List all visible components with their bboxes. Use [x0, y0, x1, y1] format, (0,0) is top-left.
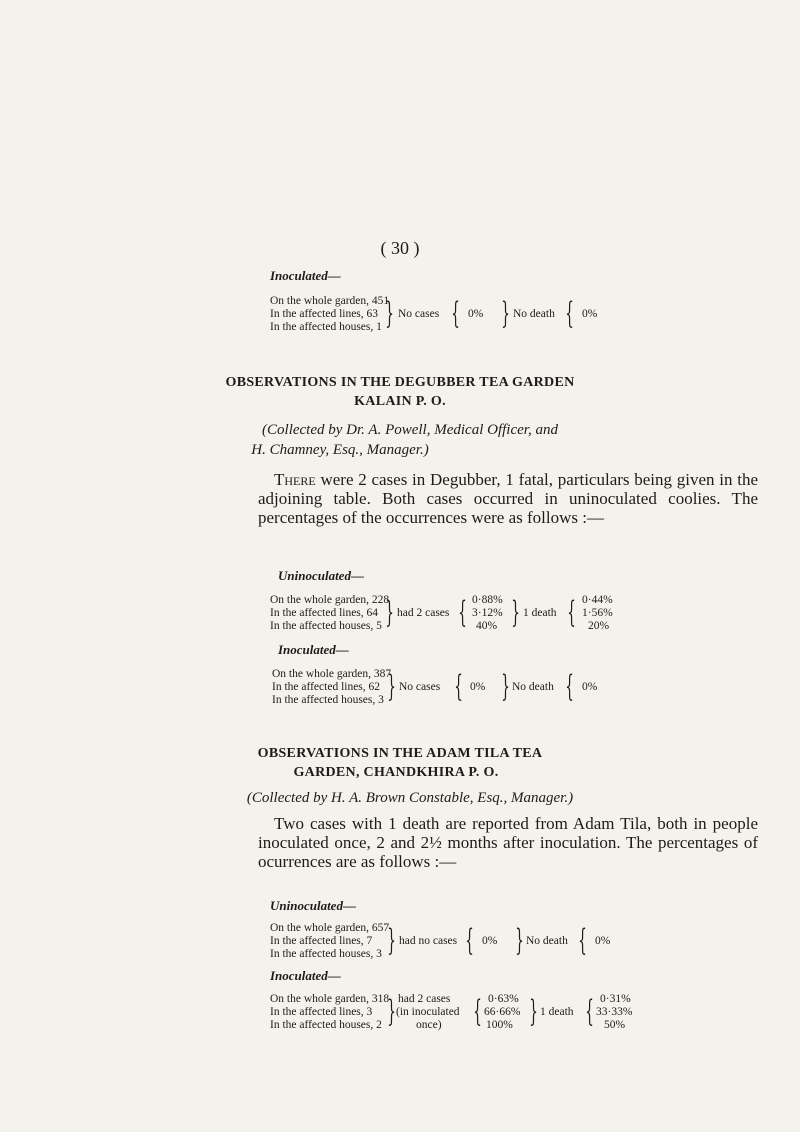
brace-right: } — [511, 595, 520, 630]
cases-pct-houses: 100% — [486, 1019, 513, 1031]
cases-value: had 2 cases — [397, 607, 450, 619]
table-row: In the affected houses, 3 — [270, 948, 382, 960]
cases-value-2: (in inoculated — [396, 1006, 460, 1018]
cases-value-1: had 2 cases — [398, 993, 451, 1005]
table-row: On the whole garden, 387 — [272, 668, 392, 680]
degubber-credit-1: (Collected by Dr. A. Powell, Medical Officer, and — [262, 422, 558, 438]
cases-pct-lines: 3·12% — [472, 607, 503, 619]
deaths-value: No death — [526, 935, 568, 947]
brace-right: } — [501, 669, 510, 704]
degubber-credit-2: H. Chamney, Esq., Manager.) — [251, 442, 429, 458]
deaths-pct-houses: 50% — [604, 1019, 626, 1031]
deaths-pct-whole: 0·44% — [582, 594, 613, 606]
adam-heading: OBSERVATIONS IN THE ADAM TILA TEA — [257, 746, 543, 761]
brace-left: { — [578, 923, 587, 958]
cases-pct-houses: 40% — [476, 620, 498, 632]
deaths-pct-whole: 0·31% — [600, 993, 631, 1005]
brace-left: { — [585, 994, 594, 1029]
paragraph-lead: There — [274, 470, 316, 489]
brace-right: } — [501, 296, 510, 331]
cases-pct-whole: 0·63% — [488, 993, 519, 1005]
brace-right: } — [387, 923, 396, 958]
brace-left: { — [458, 595, 467, 630]
cases-value-3: once) — [416, 1019, 442, 1031]
paragraph-body: Two cases with 1 death are reported from Adam Tila, both in people inoculated once, 2 and 2½ months after inoculation. The percentages of ocurrences are as follows :— — [258, 814, 758, 871]
cases-value: No cases — [398, 308, 440, 320]
brace-left: { — [454, 669, 463, 704]
table-row: In the affected lines, 64 — [270, 607, 379, 619]
deaths-value: No death — [513, 308, 555, 320]
degubber-uninoculated-table — [270, 594, 750, 634]
table-row: In the affected houses, 2 — [270, 1019, 382, 1031]
brace-left: { — [565, 296, 574, 331]
cases-pct-whole: 0·88% — [472, 594, 503, 606]
brace-left: { — [473, 994, 482, 1029]
degubber-inoculated-table — [272, 668, 752, 708]
adam-uninoculated-table — [270, 922, 750, 962]
brace-left: { — [565, 669, 574, 704]
adam-credit: (Collected by H. A. Brown Constable, Esq., Manager.) — [246, 790, 574, 806]
table-row: In the affected lines, 63 — [270, 308, 379, 320]
brace-right: } — [385, 296, 394, 331]
deaths-pct-lines: 33·33% — [596, 1006, 633, 1018]
cases-value: had no cases — [399, 935, 458, 947]
adam-paragraph — [258, 814, 758, 871]
adam-uninoculated-label: Uninoculated— — [270, 898, 356, 913]
deaths-value: No death — [512, 681, 554, 693]
degubber-heading: OBSERVATIONS IN THE DEGUBBER TEA GARDEN — [225, 375, 575, 390]
cases-pct-lines: 66·66% — [484, 1006, 521, 1018]
degubber-subheading: KALAIN P. O. — [354, 394, 446, 409]
table-row: In the affected lines, 62 — [272, 681, 381, 693]
cases-pct: 0% — [470, 681, 486, 693]
deaths-pct-houses: 20% — [588, 620, 610, 632]
table-row: On the whole garden, 451 — [270, 295, 390, 307]
top-inoculated-table — [270, 295, 740, 335]
brace-right: } — [529, 994, 538, 1029]
page-number: ( 30 ) — [380, 238, 420, 258]
table-row: In the affected houses, 3 — [272, 694, 384, 706]
deaths-pct: 0% — [582, 681, 598, 693]
deaths-value: 1 death — [523, 607, 557, 619]
deaths-pct-lines: 1·56% — [582, 607, 613, 619]
cases-pct: 0% — [482, 935, 498, 947]
table-row: In the affected houses, 5 — [270, 620, 382, 632]
degubber-paragraph — [258, 470, 758, 527]
table-row: In the affected lines, 3 — [270, 1006, 373, 1018]
deaths-value: 1 death — [540, 1006, 574, 1018]
brace-right: } — [387, 669, 396, 704]
table-row: In the affected houses, 1 — [270, 321, 382, 333]
brace-right: } — [387, 994, 396, 1029]
adam-inoculated-table — [270, 993, 760, 1033]
brace-left: { — [451, 296, 460, 331]
deaths-pct: 0% — [595, 935, 611, 947]
paragraph-body: were 2 cases in Degubber, 1 fatal, particulars being given in the adjoining table. Both cases occurred in uninoculated coolies. The percentages of the occurrences were as follows :— — [258, 470, 758, 527]
adam-subheading: GARDEN, CHANDKHIRA P. O. — [293, 765, 499, 780]
cases-value: No cases — [399, 681, 441, 693]
brace-left: { — [465, 923, 474, 958]
brace-right: } — [515, 923, 524, 958]
deaths-pct: 0% — [582, 308, 598, 320]
top-inoculated-label: Inoculated— — [270, 268, 341, 283]
table-row: On the whole garden, 657 — [270, 922, 390, 934]
brace-left: { — [567, 595, 576, 630]
degubber-inoculated-label: Inoculated— — [278, 642, 349, 657]
cases-pct: 0% — [468, 308, 484, 320]
brace-right: } — [385, 595, 394, 630]
table-row: On the whole garden, 318 — [270, 993, 390, 1005]
adam-inoculated-label: Inoculated— — [270, 968, 341, 983]
table-row: On the whole garden, 228 — [270, 594, 390, 606]
table-row: In the affected lines, 7 — [270, 935, 373, 947]
degubber-uninoculated-label: Uninoculated— — [278, 568, 364, 583]
